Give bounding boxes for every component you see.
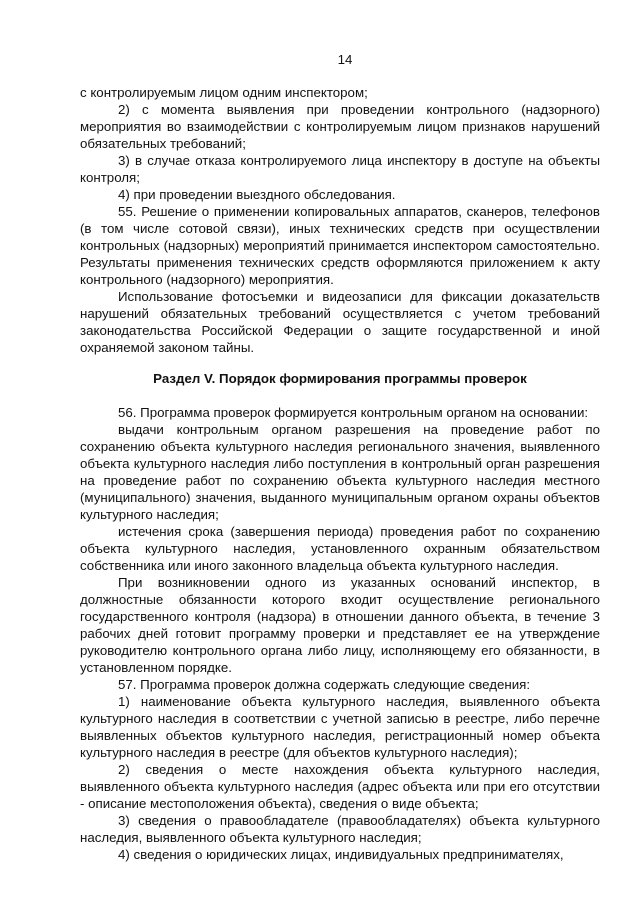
page-number: 14 <box>337 52 353 67</box>
paragraph: 1) наименование объекта культурного наследия, выявленного объекта культурного наследия в соответствии с учетной записью в реестре, либо перечне выявленных объектов культурного наследия, регистрационный номер объекта культурного наследия в реестре (для объектов культурного наследия); <box>80 694 600 760</box>
paragraph: 57. Программа проверок должна содержать следующие сведения: <box>118 677 531 692</box>
section-title: Раздел V. Порядок формирования программы проверок <box>153 371 527 386</box>
text-block-before <box>80 84 600 356</box>
paragraph: 2) с момента выявления при проведении контрольного (надзорного) мероприятия во взаимодействии с контролируемым лицом признаков нарушений обязательных требований; <box>80 102 600 151</box>
paragraph: 4) сведения о юридических лицах, индивидуальных предпринимателях, <box>118 847 564 862</box>
paragraph: с контролируемым лицом одним инспектором; <box>80 85 368 100</box>
paragraph: 4) при проведении выездного обследования. <box>118 187 396 202</box>
paragraph: При возникновении одного из указанных оснований инспектор, в должностные обязанности которого входит осуществление регионального государственного контроля (надзора) в отношении данного объекта, в течение 3 рабочих дней готовит программу проверки и представляет ее на утверждение руководителю контрольного органа либо лицу, исполняющему его обязанности, в установленном порядке. <box>80 575 600 675</box>
paragraph: 3) сведения о правообладателе (правообладателях) объекта культурного наследия, выявленного объекта культурного наследия; <box>80 813 600 845</box>
paragraph: 55. Решение о применении копировальных аппаратов, сканеров, телефонов (в том числе сотовой связи), иных технических средств при осуществлении контрольных (надзорных) мероприятий принимается инспектором самостоятельно. Результаты применения технических средств оформляются приложением к акту контрольного (надзорного) мероприятия. <box>80 204 600 287</box>
text-block-after <box>80 404 600 863</box>
paragraph: выдачи контрольным органом разрешения на проведение работ по сохранению объекта культурного наследия регионального значения, выявленного объекта культурного наследия либо поступления в контрольный орган разрешения на проведение работ по сохранению объекта культурного наследия местного (муниципального) значения, выданного муниципальным органом охраны объектов культурного наследия; <box>80 422 600 522</box>
paragraph: 56. Программа проверок формируется контрольным органом на основании: <box>118 405 589 420</box>
paragraph: истечения срока (завершения периода) проведения работ по сохранению объекта культурного наследия, установленного охранным обязательством собственника или иного законного владельца объекта культурного наследия. <box>80 524 600 573</box>
paragraph: 2) сведения о месте нахождения объекта культурного наследия, выявленного объекта культурного наследия (адрес объекта или при его отсутствии - описание местоположения объекта), сведения о виде объекта; <box>80 762 600 811</box>
paragraph: Использование фотосъемки и видеозаписи для фиксации доказательств нарушений обязательных требований осуществляется с учетом требований законодательства Российской Федерации о защите государственной и иной охраняемой законом тайны. <box>80 289 600 355</box>
paragraph: 3) в случае отказа контролируемого лица инспектору в доступе на объекты контроля; <box>80 153 600 185</box>
